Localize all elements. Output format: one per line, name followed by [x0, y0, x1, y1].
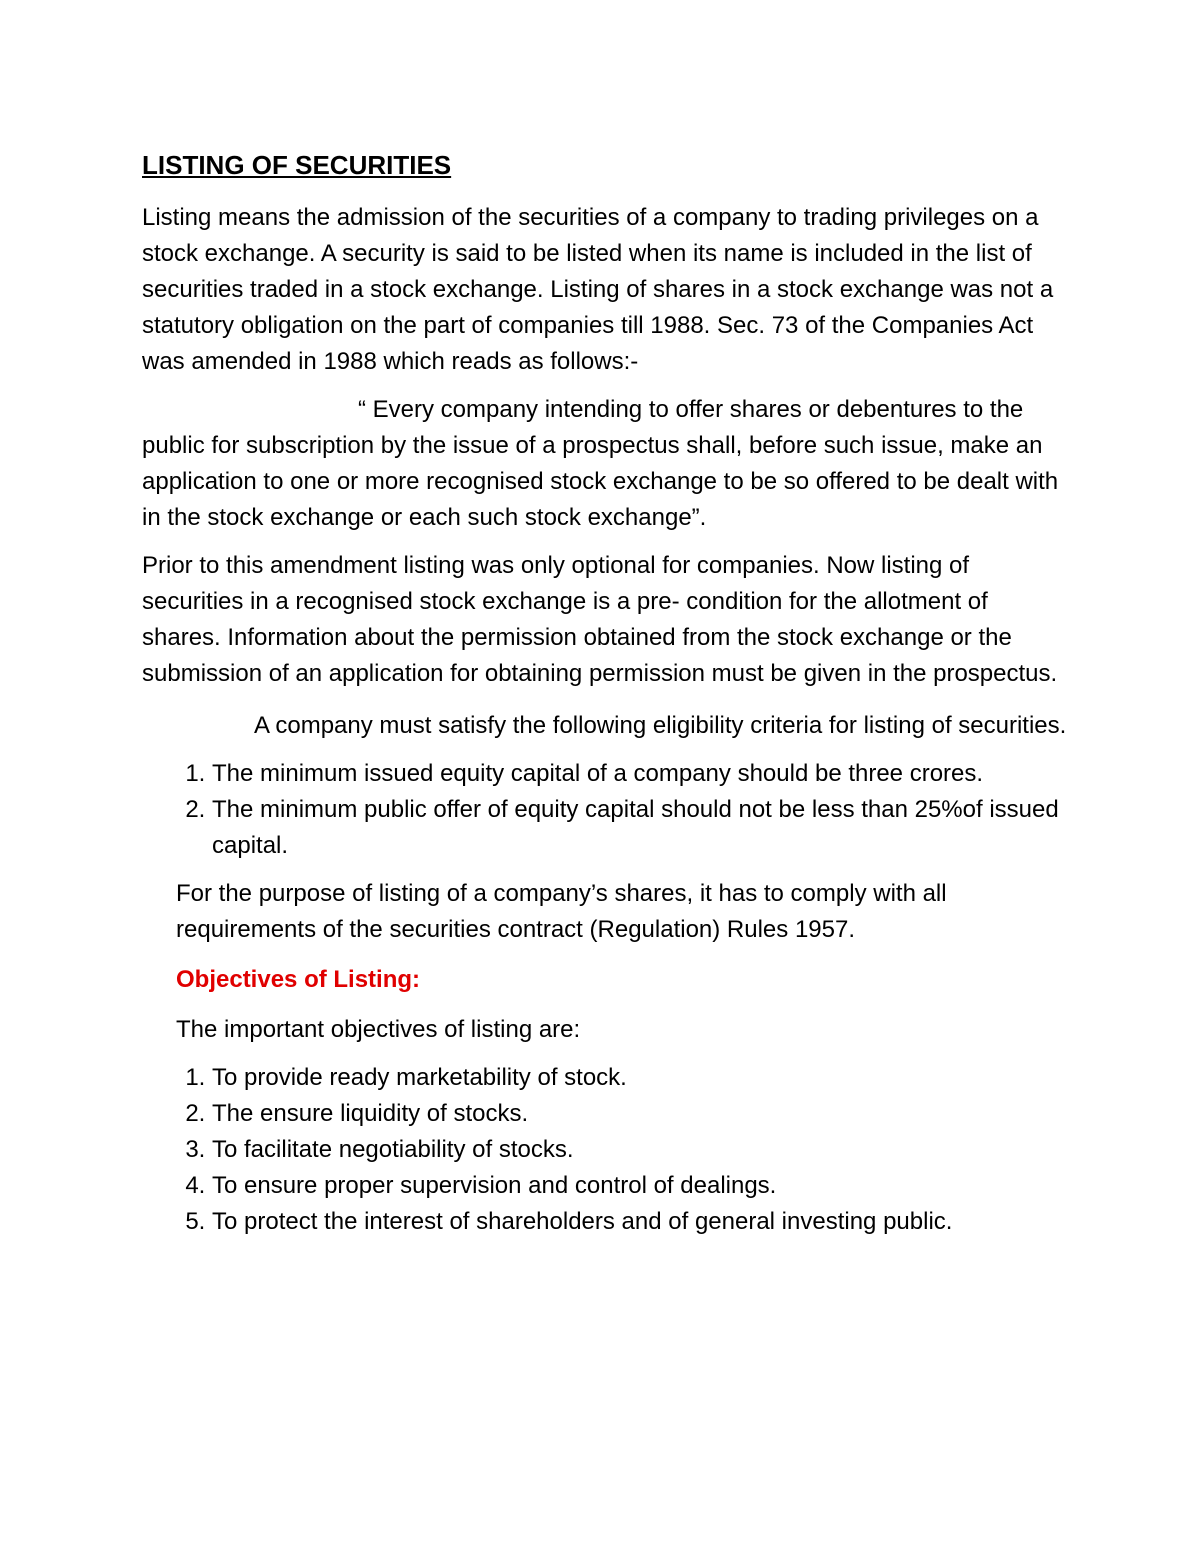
eligibility-list [142, 756, 1072, 864]
objective-item: 5. To protect the interest of shareholders and of general investing public. [212, 1204, 1072, 1240]
eligibility-item: 2. The minimum public offer of equity capital should not be less than 25%of issued capital. [212, 792, 1072, 864]
objective-item: 1. To provide ready marketability of stock. [212, 1060, 1072, 1096]
objective-item: 2. The ensure liquidity of stocks. [212, 1096, 1072, 1132]
objectives-heading: Objectives of Listing: [176, 966, 421, 993]
objectives-list [142, 1060, 1072, 1240]
quote-paragraph: “ Every company intending to offer shares or debentures to the public for subscription by the issue of a prospectus shall, before such issue, make an application to one or more recognised stock exchange to be so offered to be dealt with in the stock exchange or each such stock exchange”. [142, 396, 1059, 531]
objectives-intro: The important objectives of listing are: [176, 1016, 581, 1043]
objective-item: 3. To facilitate negotiability of stocks. [212, 1132, 1072, 1168]
purpose-paragraph: For the purpose of listing of a company’s shares, it has to comply with all requirements of the securities contract (Regulation) Rules 1957. [176, 880, 947, 943]
eligibility-intro: A company must satisfy the following eligibility criteria for listing of securities. [254, 712, 1067, 739]
amendment-paragraph: Prior to this amendment listing was only optional for companies. Now listing of securities in a recognised stock exchange is a pre- condition for the allotment of shares. Information about the permission obtained from the stock exchange or the submission of an application for obtaining permission must be given in the prospectus. [142, 552, 1058, 687]
intro-paragraph: Listing means the admission of the securities of a company to trading privileges on a stock exchange. A security is said to be listed when its name is included in the list of securities traded in a stock exchange. Listing of shares in a stock exchange was not a statutory obligation on the part of companies till 1988. Sec. 73 of the Companies Act was amended in 1988 which reads as follows:- [142, 204, 1054, 375]
eligibility-item: 1. The minimum issued equity capital of a company should be three crores. [212, 756, 1072, 792]
document-content [142, 146, 1072, 1252]
objective-item: 4. To ensure proper supervision and control of dealings. [212, 1168, 1072, 1204]
document-title: LISTING OF SECURITIES [142, 150, 452, 180]
